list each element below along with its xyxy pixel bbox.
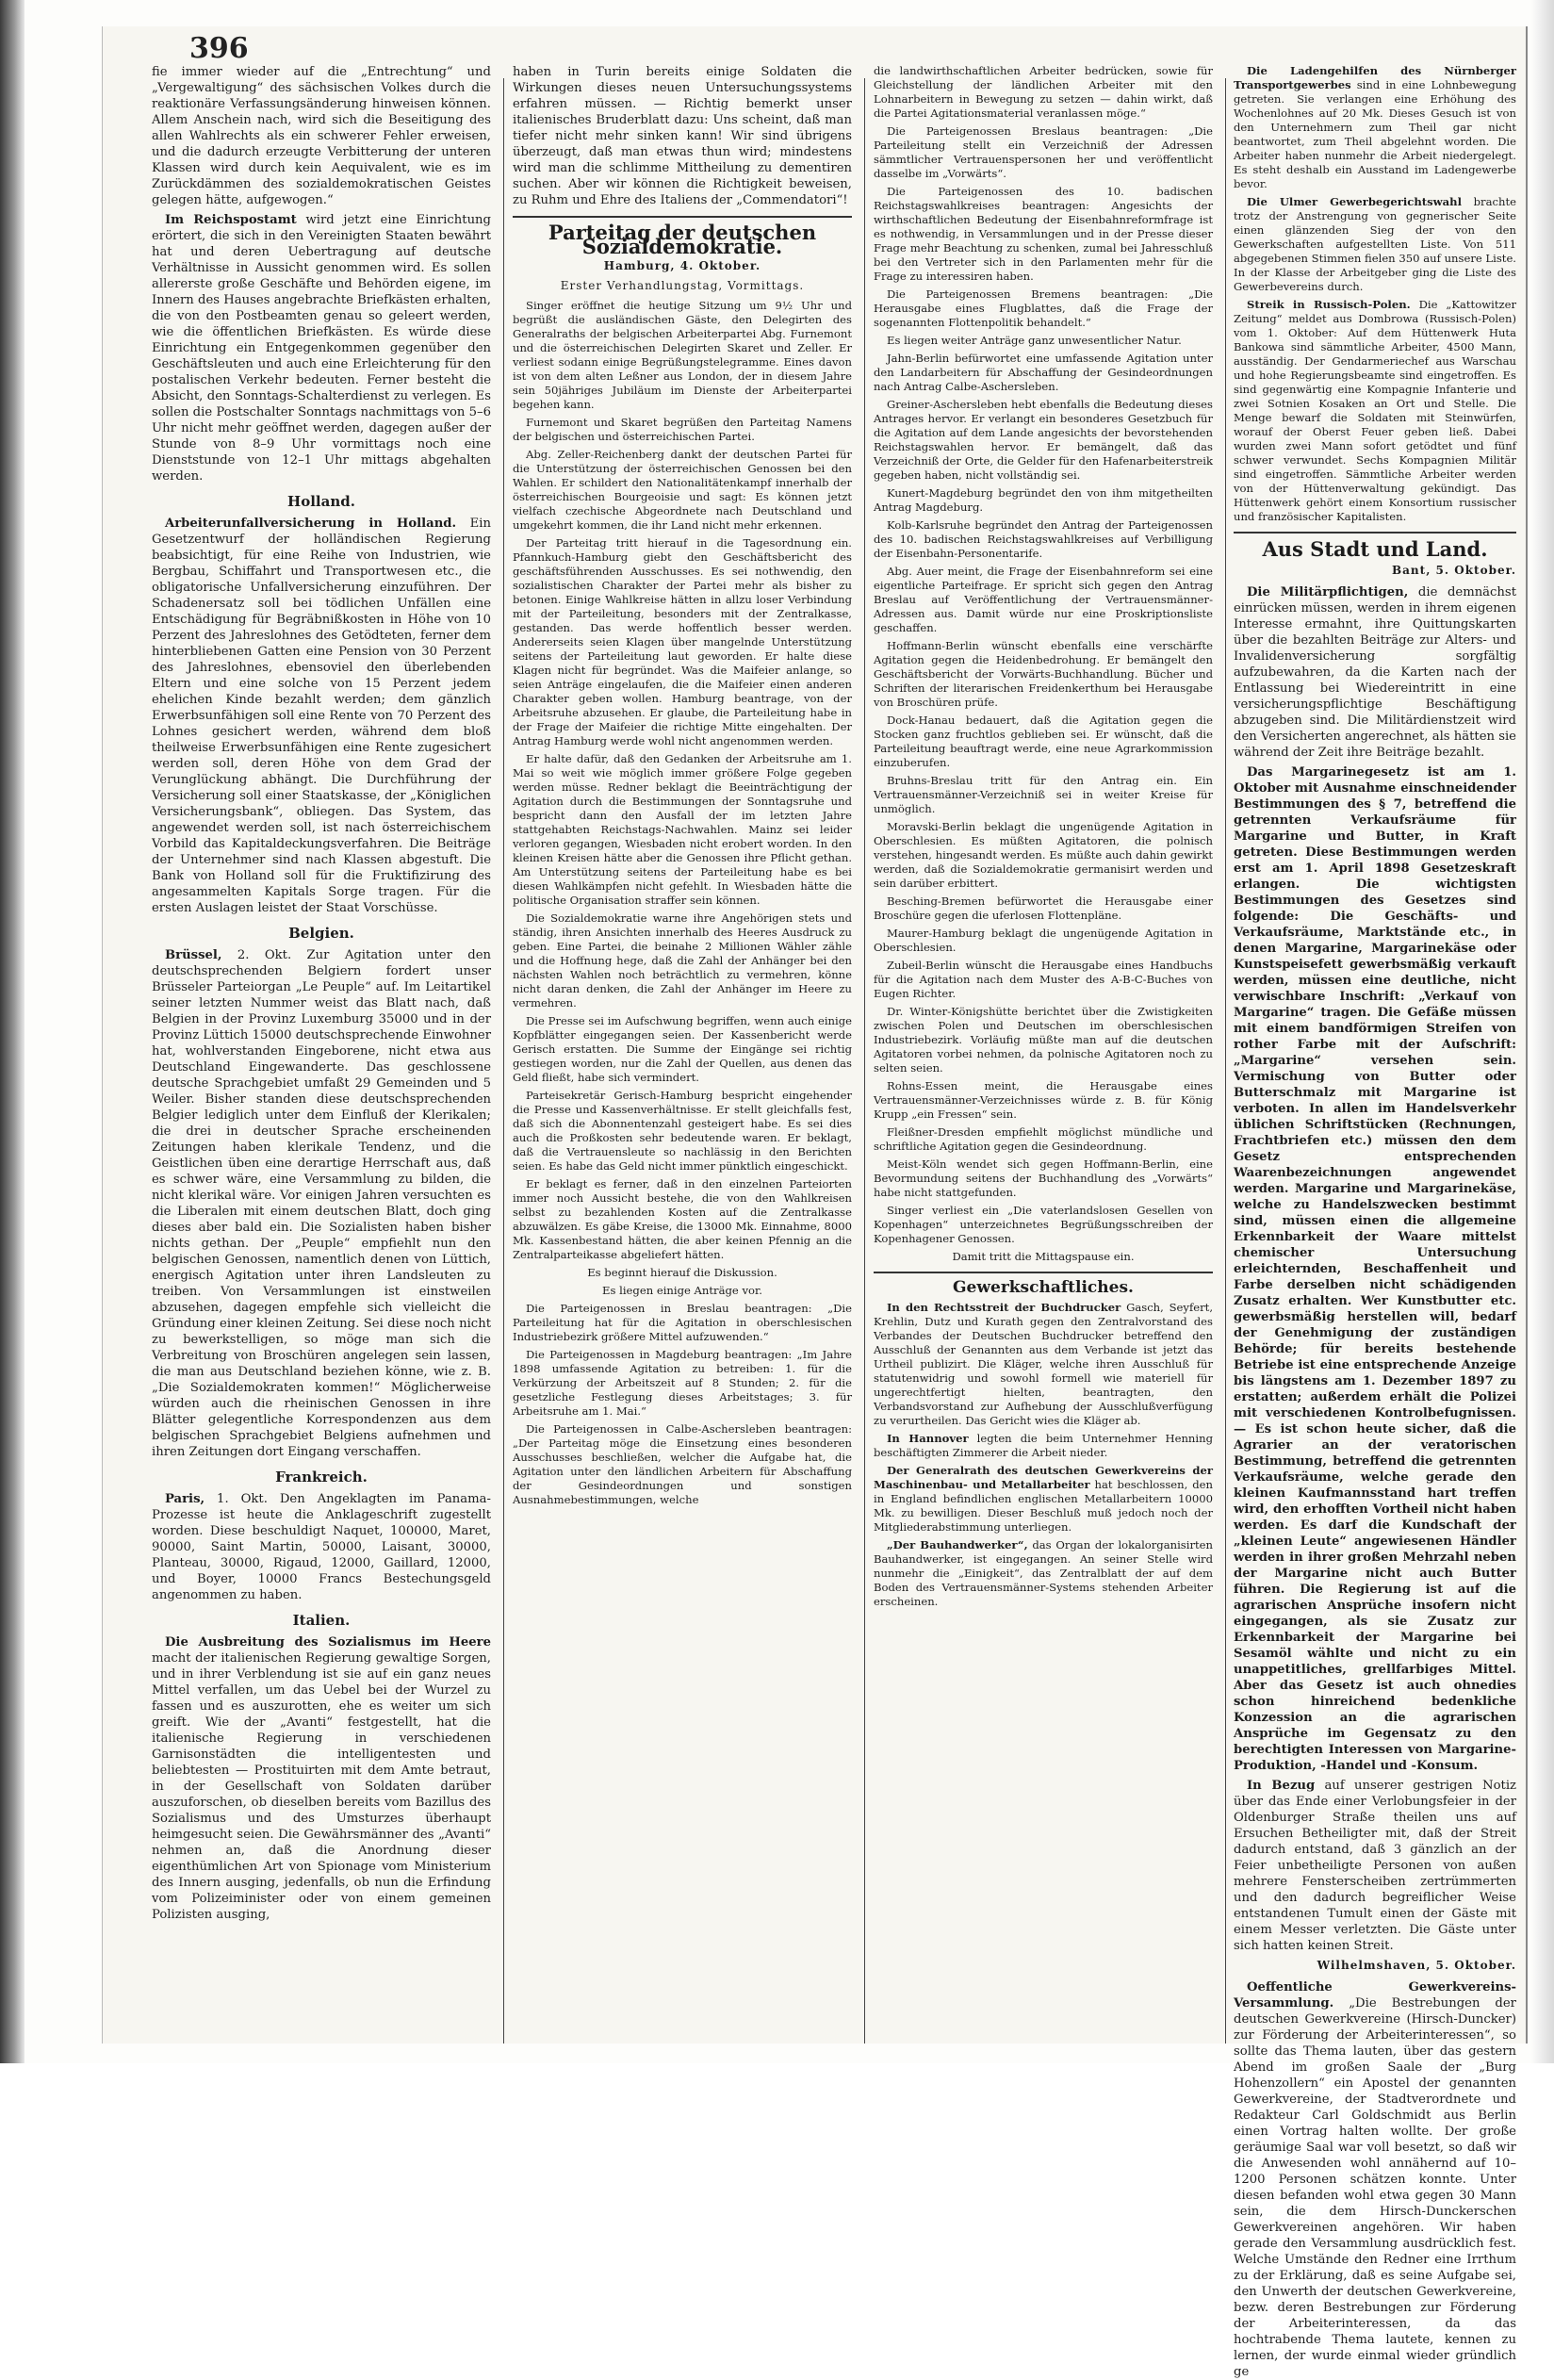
parteitag-paragraph: Zubeil-Berlin wünscht die Herausgabe eines Handbuchs für die Agitation nach dem Muster des A-B-C-Buches von Eugen Richter. <box>874 959 1213 1000</box>
parteitag-paragraph: Furnemont und Skaret begrüßen den Parteitag Namens der belgischen und österreichischen Partei. <box>513 416 852 443</box>
parteitag-paragraph: Damit tritt die Mittagspause ein. <box>952 1250 1135 1263</box>
parteitag-paragraph: Meist-Köln wendet sich gegen Hoffmann-Berlin, eine Bevormundung seitens der Buchhandlung des „Vorwärts“ habe nicht stattgefunden. <box>874 1157 1213 1199</box>
article-lead: Arbeiterunfallversicherung in Holland. <box>165 517 457 531</box>
dateline: Bant, 5. Oktober. <box>1392 564 1516 577</box>
section-heading-stadt-und-land: Aus Stadt und Land. <box>1262 537 1488 561</box>
article-militaerpflichtige <box>1234 584 1516 761</box>
divider-line <box>513 216 852 218</box>
article-margarinegesetz <box>1234 764 1516 1774</box>
section-heading-holland: Holland. <box>287 493 355 510</box>
parteitag-paragraph: Besching-Bremen befürwortet die Herausgabe einer Broschüre gegen die uferlosen Flottenpläne. <box>874 895 1213 922</box>
article-gewerkvereins-versammlung <box>1234 1979 1516 2380</box>
article-lead: Das Margarinegesetz <box>1247 765 1409 780</box>
dateline: Wilhelmshaven, 5. Oktober. <box>1317 1959 1516 1972</box>
article-lead: Die Ulmer Gewerbegerichtswahl <box>1247 195 1462 208</box>
page-edge-shadow <box>1531 0 1554 2063</box>
divider-line <box>1234 532 1516 533</box>
parteitag-paragraph: Abg. Zeller-Reichenberg dankt der deutschen Partei für die Unterstützung der österreichischen Genossen bei den Wahlen. Er schildert den Nationalitätenkampf innerhalb der österreichischen Bourgeoisie und sagt: Es können jetzt vielfach czechische Abgeordnete nach Deutschland und umgekehrt kommen, die ihr Land nicht mehr erkennen. <box>513 448 852 532</box>
newspaper-page <box>102 26 1528 2379</box>
parteitag-paragraph: Abg. Auer meint, die Frage der Eisenbahnreform sei eine eigentliche Parteifrage. Er spricht sich gegen den Antrag Breslau auf Veröffentlichung der Vertrauensmänner-Adressen aus. Damit würde nur eine Proskriptionsliste geschaffen. <box>874 565 1213 634</box>
article-verlobungsfeier <box>1234 1778 1516 1954</box>
parteitag-paragraph: Es liegen einige Anträge vor. <box>602 1284 762 1297</box>
article-italien <box>152 1634 491 1923</box>
column-rule <box>503 78 504 2044</box>
article-body: Ein Gesetzentwurf der holländischen Regierung beabsichtigt, für eine Reihe von Industrien, wie Bergbau, Schiffahrt und Transportwesen etc., die obligatorische Unfallversicherung einzuführen. Der Schadenersatz soll bei tödlichen Unfällen eine Entschädigung für Begräbnißkosten in Höhe von 10 Perzent des Jahreslohnes des Getödteten, ferner dem hinterbliebenen Gatten eine Pension von 30 Perzent des Jahreslohnes, ebensoviel den überlebenden Eltern und eine solche von 15 Perzent jedem ehelichen Kinde bezahlt werden; dem gänzlich Erwerbsunfähigen soll eine Rente von 70 Perzent des Lohnes gesichert werden, während dem bloß theilweise Erwerbsunfähigen eine Rente zugesichert werden soll, deren Höhe von dem Grad der Verunglückung abhängt. Die Durchführung der Versicherung soll einer Staatskasse, der „Königlichen Versicherungsbank“, obliegen. Das System, das angewendet werden soll, ist nach österreichischem Vorbild das Kapitaldeckungsverfahren. Die Beiträge der Unternehmer sind nach Klassen abgestuft. Die Bank von Holland soll für die Fruktifizirung des angesammelten Kapitals Sorge tragen. Für die ersten Auslagen leistet der Staat Vorschüsse. <box>152 517 491 915</box>
column-rule <box>864 78 865 2044</box>
article-lead: Im Reichspostamt <box>165 213 297 227</box>
parteitag-paragraph: Die Sozialdemokratie warne ihre Angehörigen stets und ständig, ihren Ansichten innerhalb des Heeres Ausdruck zu geben. Eine Partei, die beinahe 2 Millionen Wähler zähle und die Hoffnung hege, daß die Zahl der Anhänger bei den nächsten Wahlen noch beträchtlich zu vermehren, könne nicht daran denken, die Zahl der Anhänger im Heere zu vermehren. <box>513 911 852 1009</box>
dateline: Hamburg, 4. Oktober. <box>603 259 761 272</box>
parteitag-paragraph: Greiner-Aschersleben hebt ebenfalls die Bedeutung dieses Antrages hervor. Er verlangt ein besonderes Gesetzbuch für die Agitation auf dem Lande angesichts der bevorstehenden Reichstagswahlen hervor. Er bemängelt, daß das Verzeichniß der Orte, die Gelder für den Hafenarbeiterstreik gegeben haben, nicht vollständig sei. <box>874 398 1213 482</box>
parteitag-paragraph: Singer verliest ein „Die vaterlandslosen Gesellen von Kopenhagen“ unterzeichnetes Begrüßungsschreiben der Kopenhagener Genossen. <box>874 1204 1213 1245</box>
page-number: 396 <box>189 32 249 65</box>
section-heading-gewerkschaftliches: Gewerkschaftliches. <box>953 1278 1134 1297</box>
article-lead: Brüssel, <box>165 948 222 962</box>
article-ulm <box>1234 195 1516 294</box>
article-lead: Der Generalrath des deutschen Gewerkvereins der Maschinenbau- und Metallarbeiter <box>874 1464 1213 1491</box>
article-lead: Oeffentliche Gewerkvereins-Versammlung. <box>1234 1980 1516 2011</box>
parteitag-paragraph: Die Parteigenossen in Breslau beantragen: „Die Parteileitung hat für die Agitation in oberschlesischen Industriebezirk größere Mittel aufzuwenden.“ <box>513 1302 852 1343</box>
article-lead: Die Militärpflichtigen, <box>1247 585 1409 599</box>
article-italien-cont: haben in Turin bereits einige Soldaten die Wirkungen dieses neuen Untersuchungssystems erfahren müssen. — Richtig bemerkt unser italienisches Bruderblatt dazu: Uns scheint, daß man tiefer nicht mehr sinken kann! Wir sind übrigens überzeugt, daß man etwas thun wird; mindestens wird man die schlimme Mittheilung zu dementiren suchen. Aber wir können die Richtigkeit beweisen, zu Ruhm und Ehre des Italiens der „Commendatori“! <box>513 65 852 207</box>
article-lead: In Bezug <box>1247 1779 1316 1793</box>
parteitag-paragraph: Die Parteigenossen in Magdeburg beantragen: „Im Jahre 1898 umfassende Agitation zu betreiben: 1. für die Verkürzung der Arbeitszeit auf 8 Stunden; 2. für die gesetzliche Festlegung dieses Arbeitstages; 3. für Arbeitsruhe am 1. Mai.“ <box>513 1348 852 1418</box>
parteitag-paragraph: Maurer-Hamburg beklagt die ungenügende Agitation in Oberschlesien. <box>874 927 1213 954</box>
article-bruessel <box>152 947 491 1460</box>
article-hannover <box>874 1432 1213 1460</box>
article-holland <box>152 516 491 916</box>
divider-line <box>874 1272 1213 1273</box>
article-body: brachte trotz der Anstrengung von gegnerischer Seite einen glänzenden Sieg der von den Gewerkschaften aufgestellten Liste. Von 511 abgegebenen Stimmen fielen 350 auf unsere Liste. In der Klasse der Arbeitgeber ging die Liste des Gewerbevereins durch. <box>1234 195 1516 293</box>
parteitag-paragraph: Die Parteigenossen Breslaus beantragen: „Die Parteileitung stellt ein Verzeichniß der Adressen sämmtlicher Vertrauenspersonen her und veröffentlicht dasselbe im „Vorwärts“. <box>874 124 1213 180</box>
article-lead: „Der Bauhandwerker“, <box>887 1538 1028 1551</box>
article-body: sind in eine Lohnbewegung getreten. Sie verlangen eine Erhöhung des Wochenlohnes auf 20 Mk. Dieses Gesuch ist von den Unternehmern zum Theil gar nicht beantwortet, zum Theil abgelehnt worden. Die Arbeiter haben nunmehr die Arbeit niedergelegt. Es steht deshalb ein Ausstand im Ladengewerbe bevor. <box>1234 78 1516 190</box>
article-lead: In den Rechtsstreit der Buchdrucker <box>887 1301 1121 1314</box>
article-body: 1. Okt. Den Angeklagten im Panama-Prozesse ist heute die Anklageschrift zugestellt worden. Diese beschuldigt Naquet, 100000, Maret, 90000, Saint Martin, 50000, Laisant, 30000, Planteau, 30000, Rigaud, 12000, Gaillard, 12000, und Boyer, 10000 Francs Bestechungsgeld angenommen zu haben. <box>152 1492 491 1602</box>
parteitag-paragraph: Dr. Winter-Königshütte berichtet über die Zwistigkeiten zwischen Polen und Deutschen im oberschlesischen Industriebezirk. Vorläufig müßte man auf die deutschen Agitatoren vorbei nehmen, da polnische Agitatoren noch zu selten seien. <box>874 1005 1213 1075</box>
parteitag-paragraph: Kolb-Karlsruhe begründet den Antrag der Parteigenossen des 10. badischen Reichstagswahlkreises auf Verbilligung der Eisenbahn-Personentarife. <box>874 518 1213 560</box>
parteitag-paragraph: Parteisekretär Gerisch-Hamburg bespricht eingehender die Presse und Kassenverhältnisse. Er stellt gleichfalls fest, daß sich die Abonnentenzahl gesteigert habe. Es sei dies auch die Proßkosten sehr bedeutende waren. Er beklagt, daß die Vertrauensleute so nachlässig in den Berichten seien. Es habe das Geld nicht immer pünktlich eingeschickt. <box>513 1089 852 1173</box>
article-body: hat beschlossen, den in England befindlichen englischen Metallarbeitern 10000 Mk. zu bewilligen. Dieser Beschluß muß jedoch noch der Mitgliederabstimmung unterliegen. <box>874 1478 1213 1534</box>
session-subheading: Erster Verhandlungstag, Vormittags. <box>560 279 805 292</box>
article-lead: In Hannover <box>887 1432 969 1445</box>
parteitag-paragraph: Die Presse sei im Aufschwung begriffen, wenn auch einige Kopfblätter eingegangen seien. Der Kassenbericht werde Gerisch erstatten. Die Summe der Eingänge sei richtig gestiegen worden, nur die Zahl der Quellen, aus denen das Geld fließt, habe sich vermindert. <box>513 1014 852 1084</box>
column-2 <box>513 64 852 2034</box>
article-body: ist am 1. Oktober mit Ausnahme einschneidender Bestimmungen des § 7, betreffend die getrennten Verkaufsräume für Margarine und Butter, in Kraft getreten. Diese Bestimmungen werden erst am 1. April 1898 Gesetzeskraft erlangen. Die wichtigsten Bestimmungen des Gesetzes sind folgende: Die Geschäfts- und Verkaufsräume, Marktstände etc., in denen Margarine, Margarinekäse oder Kunstspeisefett gewerbsmäßig verkauft werden, müssen eine deutliche, nicht verwischbare Inschrift: „Verkauf von Margarine“ tragen. Die Gefäße müssen mit einem bandförmigen Streifen von rother Farbe mit der Aufschrift: „Margarine“ versehen sein. Vermischung von Butter oder Butterschmalz mit Margarine ist verboten. In allen im Handelsverkehr üblichen Schriftstücken (Rechnungen, Frachtbriefen etc.) müssen den dem Gesetz entsprechenden Waarenbezeichnungen angewendet werden. Margarine und Margarinekäse, welche zu Handelszwecken bestimmt sind, müssen einen die allgemeine Erkennbarkeit der Waare mittelst chemischer Untersuchung erleichternden, Beschaffenheit und Farbe derselben nicht schädigenden Zusatz erhalten. Wer Kunstbutter etc. gewerbsmäßig herstellen will, bedarf der Genehmigung der zuständigen Behörde; für bereits bestehende Betriebe ist eine entsprechende Anzeige bis längstens am 1. Dezember 1897 zu erstatten; außerdem erhält die Polizei mit verschiedenen Kontrolbefugnissen. — Es ist schon heute sicher, daß die Agrarier an der veratorischen Bestimmung, betreffend die getrennten Verkaufsräume, welche gerade den kleinen Kaufmannsstand hart treffen wird, den erhofften Vortheil nicht haben werden. Es darf die Kundschaft der „kleinen Leute“ angewiesenen Händler werden in ihrer großen Mehrzahl neben der Margarine nicht auch Butter führen. Die Regierung ist auf die agrarischen Ansprüche insofern nicht eingegangen, als sie Zusatz zur Erkennbarkeit der Margarine bei Sesamöl wählte und nicht zu ein unappetitliches, grellfarbiges Mittel. Aber das Gesetz ist auch ohnedies schon hinreichend bedenkliche Konzession an die agrarischen Ansprüche im Gegensatz zu den berechtigten Interessen von Margarine-Produktion, -Handel und -Konsum. <box>1234 765 1516 1773</box>
section-heading-belgien: Belgien. <box>288 925 354 942</box>
book-binding-shadow <box>0 0 25 2063</box>
section-heading-parteitag: Parteitag der deutschen Sozialdemokratie. <box>548 221 817 258</box>
column-3 <box>874 64 1213 2034</box>
parteitag-paragraph: die landwirthschaftlichen Arbeiter bedrücken, sowie für Gleichstellung der ländlichen Arbeiter mit den Lohnarbeitern in Bewegung zu setzen — dahin wirkt, daß die Partei Agitationsmaterial veranlassen möge.“ <box>874 64 1213 120</box>
article-paris <box>152 1491 491 1603</box>
parteitag-paragraph: Es beginnt hierauf die Diskussion. <box>587 1266 777 1279</box>
parteitag-paragraph: Jahn-Berlin befürwortet eine umfassende Agitation unter den Landarbeitern für Abschaffung der Gesindeordnungen nach Antrag Calbe-Aschersleben. <box>874 352 1213 393</box>
article-body: „Die Bestrebungen der deutschen Gewerkvereine (Hirsch-Duncker) zur Förderung der Arbeiterinteressen“, so sollte das Thema lauten, über das gestern Abend im großen Saale der „Burg Hohenzollern“ ein Apostel der genannten Gewerkvereine, der Stadtverordnete und Redakteur Carl Goldschmidt aus Berlin einen Vortrag halten wollte. Der große geräumige Saal war voll besetzt, so daß wir die Anwesenden wohl annähernd auf 10–1200 Personen schätzen konnte. Unter diesen befanden wohl etwa gegen 30 Mann sein, die dem Hirsch-Dunckerschen Gewerkvereinen angehören. Wir haben gerade den Versammlung ausdrücklich fest. Welche Umstände den Redner eine Irrthum zu der Erklärung, daß es seine Aufgabe sei, den Unwerth der deutschen Gewerkvereine, bezw. deren Bestrebungen zur Förderung der Arbeiterinteressen, da das hochtrabende Thema lautete, kennen zu lernen, der wurde einmal wieder gründlich ge <box>1234 1996 1516 2379</box>
parteitag-paragraph: Hoffmann-Berlin wünscht ebenfalls eine verschärfte Agitation gegen die Heidenbedrohung. Er bemängelt den Geschäftsbericht der Vorwärts-Buchhandlung. Bücher und Schriften der literarischen Freidenkerthum bei Herausgabe von Broschüren prüfe. <box>874 639 1213 709</box>
parteitag-paragraph: Er beklagt es ferner, daß in den einzelnen Parteiorten immer noch Aussicht bestehe, die von den Wahlkreisen selbst zu bezahlenden Kosten auf die Zentralkasse abzuwälzen. Es gäbe Kreise, die 13000 Mk. Einnahme, 8000 Mk. Kassenbestand hätten, die aber keinen Pfennig an die Zentralparteikasse abgeliefert hätten. <box>513 1177 852 1261</box>
section-heading-frankreich: Frankreich. <box>275 1469 368 1485</box>
article-lead: Streik in Russisch-Polen. <box>1247 298 1411 311</box>
parteitag-paragraph: Kunert-Magdeburg begründet den von ihm mitgetheilten Antrag Magdeburg. <box>874 486 1213 514</box>
parteitag-paragraph: Er halte dafür, daß den Gedanken der Arbeitsruhe am 1. Mai so weit wie möglich immer größere Folge gegeben werden müsse. Redner beklagt die Beeinträchtigung der Agitation durch die Bestimmungen der Sonntagsruhe und bespricht dann den Ausfall der im letzten Jahre stattgehabten Reichstags-Nachwahlen. Mainz sei leider verloren gegangen, Wiesbaden nicht erobert worden. In den kleinen Kreisen hätte aber die Genossen ihre Pflicht gethan. Am Unterstützung seitens der Parteileitung habe es bei diesen Wahlkämpfen nicht gefehlt. In Wiesbaden hätte die politische Organisation straffer sein können. <box>513 752 852 907</box>
article-lead: Paris, <box>165 1492 205 1506</box>
article-buchdrucker <box>874 1301 1213 1428</box>
parteitag-paragraph: Die Parteigenossen in Calbe-Aschersleben beantragen: „Der Parteitag möge die Einsetzung eines besonderen Ausschusses beschließen, welcher die Aufgabe hat, die Agitation unter den ländlichen Arbeitern für Abschaffung der Gesindeordnungen und sonstigen Ausnahmebestimmungen, welche <box>513 1422 852 1506</box>
parteitag-paragraph: Rohns-Essen meint, die Herausgabe eines Vertrauensmänner-Verzeichnisses würde z. B. für König Krupp „ein Fressen“ sein. <box>874 1079 1213 1121</box>
parteitag-paragraph: Singer eröffnet die heutige Sitzung um 9½ Uhr und begrüßt die ausländischen Gäste, den Delegirten des Generalraths der belgischen Arbeiterpartei Abg. Furnemont und die österreichischen Delegirten Skaret und Zeller. Er verliest sodann einige Begrüßungstelegramme. Eines davon ist von dem alten Leßner aus London, der in diesem Jahre sein 50jähriges Jubiläum im Dienste der Arbeiterpartei begehen kann. <box>513 299 852 411</box>
article-body: das Organ der lokalorganisirten Bauhandwerker, ist eingegangen. An seiner Stelle wird nunmehr die „Einigkeit“, das Zentralblatt der auf dem Boden des Vertrauensmänner-Systems stehenden Arbeiter erscheinen. <box>874 1538 1213 1608</box>
article-body: wird jetzt eine Einrichtung erörtert, die sich in den Vereinigten Staaten bewährt hat und deren Uebertragung auf deutsche Verhältnisse in Aussicht genommen wird. Es sollen allererste große Geschäfte und Behörden eigene, im Innern des Hauses angebrachte Briefkästen erhalten, die von den Postbeamten genau so geleert werden, wie die öffentlichen Briefkästen. Es würde diese Einrichtung ein Entgegenkommen gegenüber den Geschäftsleuten und auch eine Erleichterung für den postalischen Verkehr bedeuten. Ferner besteht die Absicht, den Sonntags-Schalterdienst zu verlegen. Es sollen die Postschalter Sonntags nachmittags von 5–6 Uhr nicht mehr geöffnet werden, dagegen außer der Stunde von 8–9 Uhr vormittags noch eine Dienststunde von 12–1 Uhr mittags abgehalten werden. <box>152 213 491 484</box>
article-nuernberg <box>1234 64 1516 191</box>
column-4 <box>1234 64 1516 2379</box>
article-body: auf unserer gestrigen Notiz über das Ende einer Verlobungsfeier in der Oldenburger Straße theilen uns auf Ersuchen Betheiligter mit, daß der Streit dadurch entstand, daß 3 gänzlich an der Feier unbetheiligte Personen von außen mehrere Fensterscheiben zertrümmerten und den dadurch begreiflicher Weise entstandenen Tumult einen der Gäste mit einem Messer verletzten. Die Gäste unter sich hatten keinen Streit. <box>1234 1779 1516 1953</box>
article-body: die demnächst einrücken müssen, werden in ihrem eigenen Interesse ermahnt, ihre Quittungskarten über die bezahlten Beiträge zur Alters- und Invalidenversicherung sorgfältig aufzubewahren, da die Karten nach der Entlassung bei Wiedereintritt in eine versicherungspflichtige Beschäftigung abzugeben sind. Die Militärdienstzeit wird den Versicherten angerechnet, als hätten sie während der Zeit ihre Beiträge bezahlt. <box>1234 585 1516 760</box>
article-lead: Die Ladengehilfen des Nürnberger Transportgewerbes <box>1234 64 1516 91</box>
parteitag-paragraph: Die Parteigenossen Bremens beantragen: „Die Herausgabe eines Flugblattes, daß die Frage der sogenannten Flottenpolitik behandelt.“ <box>874 287 1213 329</box>
article-lead: Die Ausbreitung des Sozialismus im Heere <box>165 1635 491 1650</box>
column-rule <box>1225 78 1226 2044</box>
parteitag-paragraph: Dock-Hanau bedauert, daß die Agitation gegen die Stocken ganz fruchtlos geblieben sei. Er wünscht, daß die Parteileitung beauftragt werde, eine neue Agrarkommission einzuberufen. <box>874 714 1213 769</box>
parteitag-paragraph: Die Parteigenossen des 10. badischen Reichstagswahlkreises beantragen: Angesichts der wirthschaftlichen Bedeutung der Eisenbahnreformfrage ist es nothwendig, in Versammlungen und in der Presse dieser Frage mehr Beachtung zu schenken, zumal bei Jahresschluß bei den Vertreter sich in den Parlamenten mehr für die Frage zu interessiren haben. <box>874 185 1213 283</box>
article-russisch-polen <box>1234 298 1516 524</box>
parteitag-paragraph: Der Parteitag tritt hierauf in die Tagesordnung ein. Pfannkuch-Hamburg giebt den Geschäftsbericht des geschäftsführenden Ausschusses. Es sei nothwendig, den sozialistischen Charakter der Partei mehr als bisher zu betonen. Einige Wahlkreise hätten in allzu loser Verbindung mit der Parteileitung, besonders mit der Zentralkasse, gestanden. Das werde hoffentlich besser werden. Andererseits seien Klagen über mangelnde Unterstützung seitens der Parteileitung laut geworden. Er halte diese Klagen nicht für begründet. Was die Maifeier anlange, so seien Anträge eingelaufen, die die Maifeier einen anderen Charakter geben wollen. Hamburg beantrage, von der Arbeitsruhe abzusehen. Er glaube, die Parteileitung habe in der Frage der Maifeier die richtige Mitte eingehalten. Der Antrag Hamburg werde wohl nicht angenommen werden. <box>513 536 852 747</box>
article-reichspostamt <box>152 212 491 484</box>
article-body: macht der italienischen Regierung gewaltige Sorgen, und in ihrer Verblendung ist sie auf ein ganz neues Mittel verfallen, um das Uebel bei der Wurzel zu fassen und es auszurotten, ehe es weiter um sich greift. Wie der „Avanti“ festgestellt, hat die italienische Regierung in verschiedenen Garnisonstädten die intelligentesten und beliebtesten — Prostituirten mit dem Amte betraut, in der Gesellschaft von Soldaten darüber auszuforschen, ob dieselben bereits vom Bazillus des Sozialismus und des Umsturzes überhaupt heimgesucht seien. Die Gewährsmänner des „Avanti“ nehmen an, daß die Anordnung dieser eigenthümlichen Art von Spionage vom Ministerium des Innern ausging, jedenfalls, ob nun die Erfindung vom Polizeiminister oder von einem gemeinen Polizisten ausging, <box>152 1651 491 1922</box>
parteitag-paragraph: Es liegen weiter Anträge ganz unwesentlicher Natur. <box>887 334 1182 347</box>
article-generalrath <box>874 1464 1213 1535</box>
parteitag-paragraph: Bruhns-Breslau tritt für den Antrag ein. Ein Vertrauensmänner-Verzeichniß sei in weiter Kreise für unmöglich. <box>874 774 1213 815</box>
section-heading-italien: Italien. <box>292 1612 351 1629</box>
parteitag-paragraph: Moravski-Berlin beklagt die ungenügende Agitation in Oberschlesien. Es müßten Agitatoren, die polnisch verstehen, hingesandt werden. Es müßte auch dahin gewirkt werden, daß die Sozialdemokratie germanisirt werden und sein darüber erbittert. <box>874 820 1213 890</box>
article-bauhandwerker <box>874 1538 1213 1609</box>
article-body: Die „Kattowitzer Zeitung“ meldet aus Dombrowa (Russisch-Polen) vom 1. Oktober: Auf dem Hüttenwerk Huta Bankowa sind sämmtliche Arbeiter, 4500 Mann, ausständig. Der Gendarmeriechef aus Warschau und hohe Regierungsbeamte sind eingetroffen. Es sind gegenwärtig eine Kompagnie Infanterie und zwei Sotnien Kosaken an Ort und Stelle. Die Menge bewarf die Soldaten mit Steinwürfen, worauf der Oberst Feuer geben ließ. Dabei wurden zwei Mann sofort getödtet und fünf schwer verwundet. Sechs Kompagnien Militär sind eingetroffen. Sämmtliche Arbeiter werden von der Hüttenverwaltung gekündigt. Das Hüttenwerk gehört einem Konsortium russischer und französischer Kapitalisten. <box>1234 298 1516 523</box>
parteitag-paragraph: Fleißner-Dresden empfiehlt möglichst mündliche und schriftliche Agitation gegen die Gesindeordnung. <box>874 1125 1213 1153</box>
column-1 <box>152 64 491 2034</box>
article-body: 2. Okt. Zur Agitation unter den deutschsprechenden Belgiern fordert unser Brüsseler Parteiorgan „Le Peuple“ auf. Im Leitartikel seiner letzten Nummer weist das Blatt nach, daß Belgien in der Provinz Luxemburg 35000 und in der Provinz Lüttich 15000 deutschsprechende Einwohner hat, wohlverstanden Eingeborene, nicht etwa aus Deutschland Eingewanderte. Das geschlossene deutsche Sprachgebiet umfaßt 29 Gemeinden und 5 Weiler. Bisher standen diese deutschsprechenden Belgier lediglich unter dem Einfluß der Klerikalen; die drei in deutscher Sprache erscheinenden Zeitungen haben klerikale Tendenz, und die Geistlichen üben eine derartige Herrschaft aus, daß es schwer wäre, eine Versammlung zu bilden, die nicht klerikal wäre. Vor einigen Jahren versuchten es die Liberalen mit einem deutschen Blatt, doch ging dieses aber bald ein. Die Sozialisten haben bisher nichts gethan. Der „Peuple“ empfiehlt nun den belgischen Genossen, namentlich denen von Lüttich, energisch Agitation unter ihren Landsleuten zu treiben. Von Versammlungen ist einstweilen abzusehen, dagegen empfehle sich vielleicht die Gründung einer kleinen Zeitung. Sei diese noch nicht zu bewerkstelligen, so möge man sich die Verbreitung von Broschüren angelegen sein lassen, die man aus Deutschland beziehen könne, wie z. B. „Die Sozialdemokraten kommen!“ Möglicherweise würden auch die rheinischen Genossen in ihre Blätter gelegentliche Korrespondenzen aus dem belgischen Sprachgebiet Belgiens aufnehmen und ihren Zeitungen dort Eingang verschaffen. <box>152 948 491 1459</box>
article-body: Gasch, Seyfert, Krehlin, Dutz und Kurath gegen den Zentralvorstand des Verbandes der Deutschen Buchdrucker betreffend den Ausschluß der Genannten aus dem Verbande ist jetzt das Urtheil publizirt. Die Kläger, welche ihren Ausschluß für statutenwidrig und sowohl formell wie materiell für ungerechtfertigt hielten, beantragten, den Verbandsvorstand zur Aufhebung der Ausschlußverfügung zu verurtheilen. Das Gericht wies die Kläger ab. <box>874 1301 1213 1427</box>
article-saxony-end: fie immer wieder auf die „Entrechtung“ und „Vergewaltigung“ des sächsischen Volkes durch die reaktionäre Verfassungsänderung hinweisen können. Allem Anschein nach, wird sich die Beseitigung des allen Wahlrechts als ein schwerer Fehler erweisen, und die dadurch erzeugte Verbitterung der unteren Klassen wird durch kein Aequivalent, wie es im Zurückdämmen des sozialdemokratischen Geistes gelegen hätte, aufgewogen.“ <box>152 65 491 207</box>
article-body: legten die beim Unternehmer Henning beschäftigten Zimmerer die Arbeit nieder. <box>874 1432 1213 1459</box>
